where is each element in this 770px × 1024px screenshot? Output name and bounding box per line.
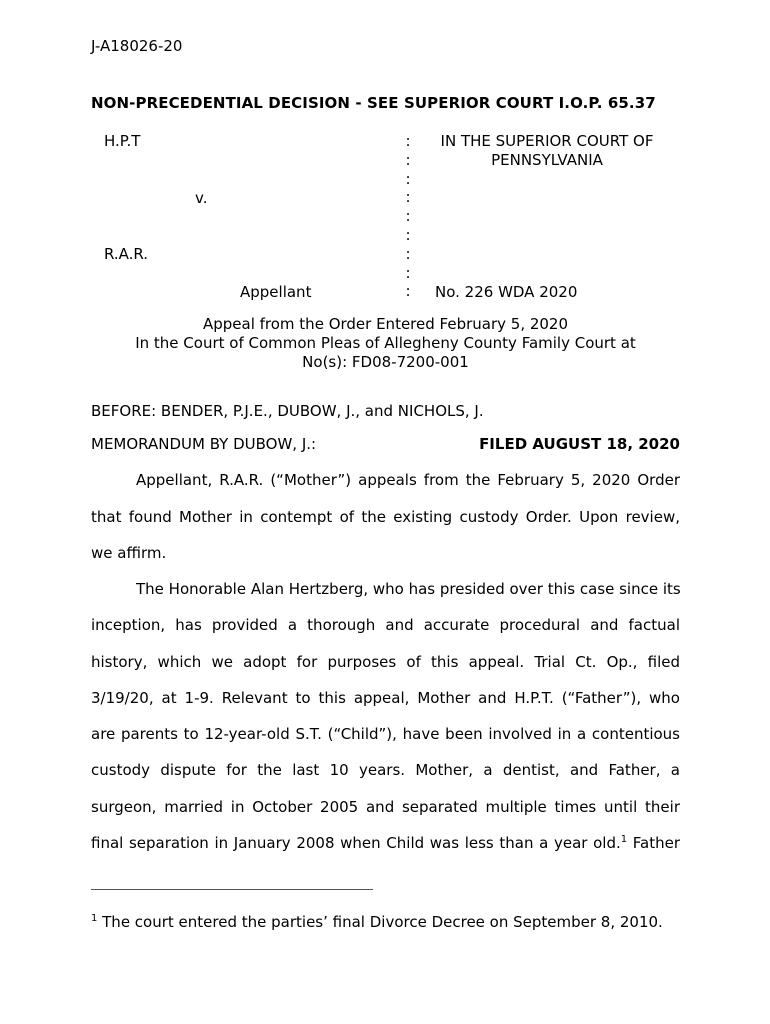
memorandum-author: MEMORANDUM BY DUBOW, J.: bbox=[91, 435, 317, 453]
case-number: No. 226 WDA 2020 bbox=[435, 283, 578, 301]
caption-colon: : bbox=[405, 188, 411, 207]
footnote-text: The court entered the parties’ final Divorce Decree on September 8, 2010. bbox=[97, 913, 663, 931]
caption-colon: : bbox=[405, 169, 411, 188]
caption-divider bbox=[402, 132, 414, 301]
decision-designation: NON-PRECEDENTIAL DECISION - SEE SUPERIOR COURT I.O.P. 65.37 bbox=[91, 94, 656, 112]
footnote-divider bbox=[91, 889, 373, 890]
body-text: Father bbox=[627, 834, 680, 852]
body-line: 3/19/20, at 1-9. Relevant to this appeal, Mother and H.P.T. (“Father”), who bbox=[91, 689, 680, 707]
body-line: are parents to 12-year-old S.T. (“Child”), have been involved in a contentious bbox=[91, 725, 680, 743]
appeal-info-line3: No(s): FD08-7200-001 bbox=[302, 353, 469, 371]
body-line: surgeon, married in October 2005 and separated multiple times until their bbox=[91, 798, 680, 816]
appeal-info-line2: In the Court of Common Pleas of Allegheny County Family Court at bbox=[135, 334, 636, 352]
party-two: R.A.R. bbox=[104, 245, 149, 263]
versus-label: v. bbox=[195, 189, 208, 207]
body-line: custody dispute for the last 10 years. Mother, a dentist, and Father, a bbox=[91, 761, 680, 779]
body-line: history, which we adopt for purposes of this appeal. Trial Ct. Op., filed bbox=[91, 653, 680, 671]
footnote bbox=[91, 913, 663, 931]
court-name-line2: PENNSYLVANIA bbox=[491, 151, 603, 169]
body-line: that found Mother in contempt of the existing custody Order. Upon review, bbox=[91, 508, 680, 526]
caption-colon: : bbox=[405, 244, 411, 263]
caption-colon: : bbox=[405, 207, 411, 226]
body-line: we affirm. bbox=[91, 544, 167, 562]
filed-date: FILED AUGUST 18, 2020 bbox=[479, 435, 680, 453]
appeal-info-line1: Appeal from the Order Entered February 5, 2020 bbox=[202, 315, 569, 333]
panel-before: BEFORE: BENDER, P.J.E., DUBOW, J., and NICHOLS, J. bbox=[91, 402, 484, 420]
caption-colon: : bbox=[405, 132, 411, 150]
caption-colon: : bbox=[405, 225, 411, 244]
body-text: final separation in January 2008 when Child was less than a year old. bbox=[91, 834, 621, 852]
body-line: Appellant, R.A.R. (“Mother”) appeals from the February 5, 2020 Order bbox=[136, 471, 680, 489]
party-one: H.P.T bbox=[104, 132, 141, 150]
caption-colon: : bbox=[405, 263, 411, 282]
caption-colon: : bbox=[405, 150, 411, 169]
caption-colon: : bbox=[405, 282, 411, 301]
docket-id: J-A18026-20 bbox=[91, 37, 183, 55]
body-line bbox=[91, 834, 680, 852]
appellant-label: Appellant bbox=[240, 283, 312, 301]
body-line: inception, has provided a thorough and accurate procedural and factual bbox=[91, 616, 680, 634]
court-name-line1: IN THE SUPERIOR COURT OF bbox=[440, 132, 654, 150]
footnote-reference[interactable]: 1 bbox=[620, 834, 628, 845]
body-line: The Honorable Alan Hertzberg, who has presided over this case since its bbox=[136, 580, 681, 598]
footnote-number: 1 bbox=[91, 913, 98, 924]
